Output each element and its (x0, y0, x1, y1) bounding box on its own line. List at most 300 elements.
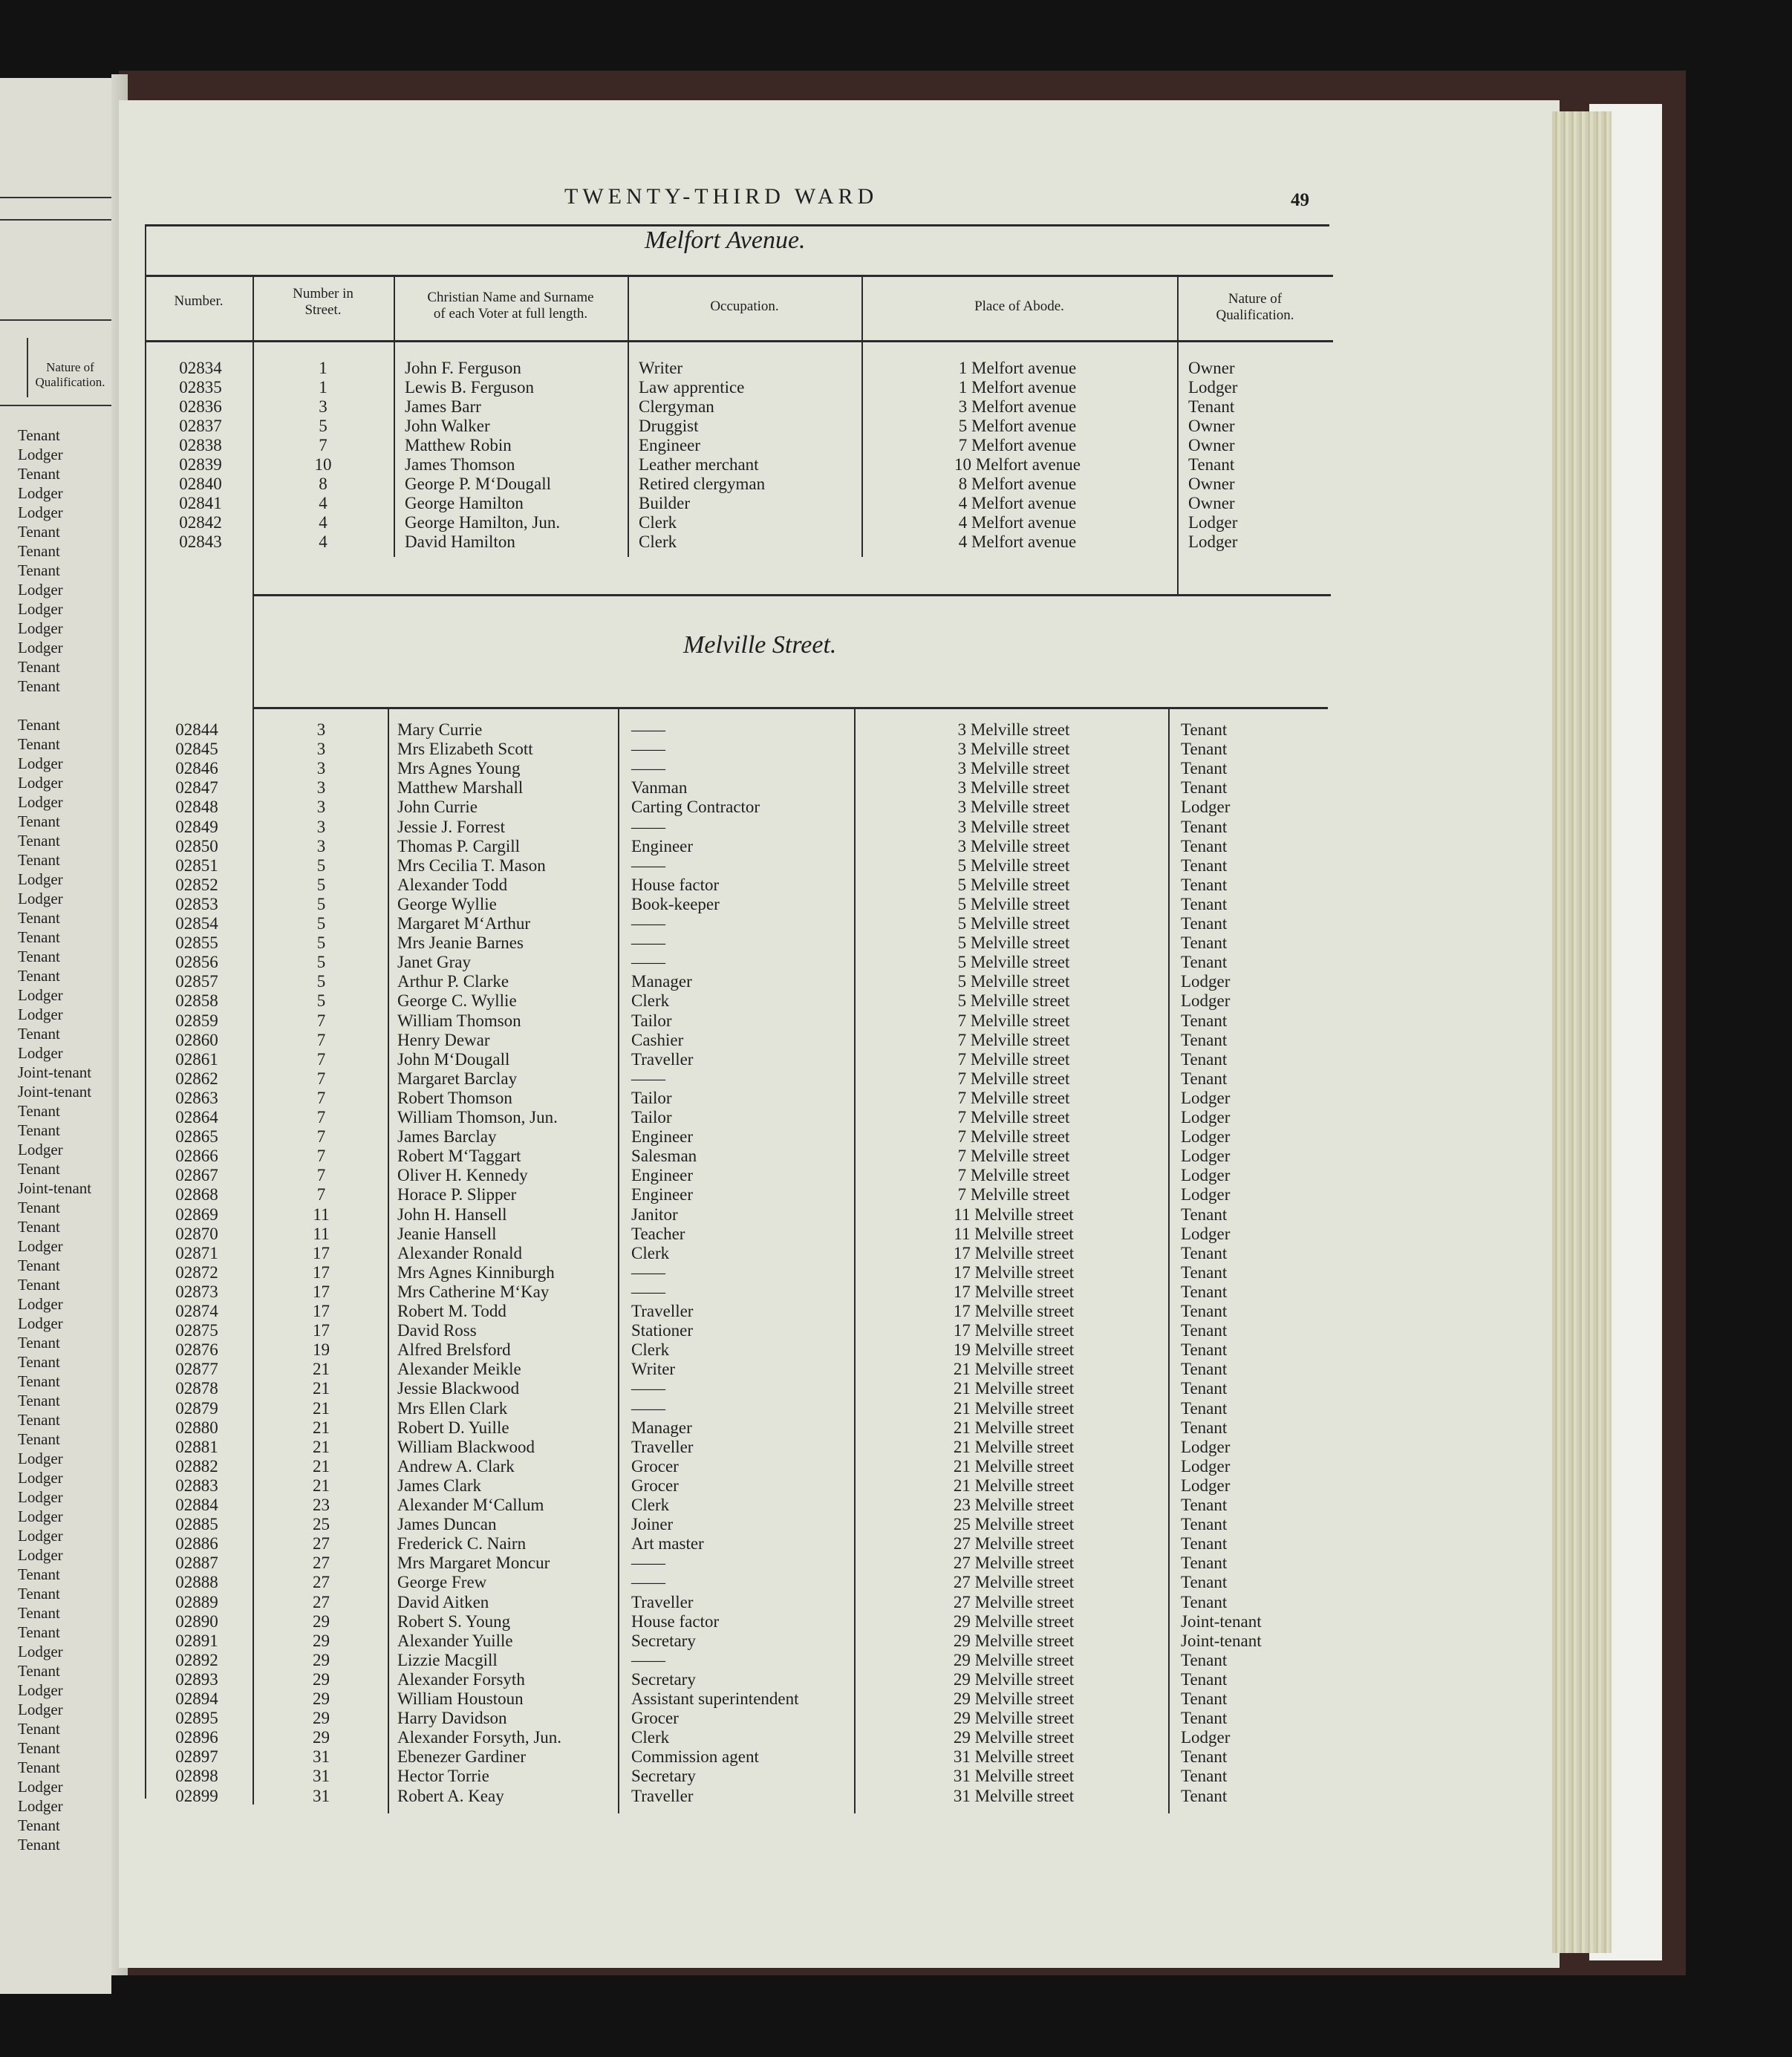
qualification: Tenant (1181, 1709, 1228, 1728)
left-page-entry: Lodger (18, 1527, 63, 1545)
qualification: Tenant (1181, 1243, 1228, 1262)
left-page-entry: Tenant (18, 1739, 60, 1757)
voter-name: John F. Ferguson (405, 359, 521, 377)
occupation: Clerk (631, 1496, 670, 1514)
left-page-entry: Lodger (18, 774, 63, 792)
voter-number: 02867 (175, 1166, 218, 1185)
qualification: Lodger (1181, 798, 1231, 817)
street-number: 21 (313, 1360, 330, 1379)
qualification: Lodger (1181, 1108, 1231, 1127)
occupation: Vanman (631, 778, 688, 798)
voter-name: Jessie Blackwood (397, 1379, 520, 1398)
qualification: Tenant (1181, 1515, 1228, 1534)
place-of-abode: 7 Melville street (957, 1049, 1070, 1069)
voter-number: 02884 (175, 1496, 218, 1514)
occupation: Salesman (631, 1147, 697, 1166)
voter-number: 02878 (175, 1379, 218, 1398)
left-page-entry: Lodger (18, 600, 63, 618)
street-number: 21 (313, 1476, 330, 1495)
left-page-entry: Tenant (18, 1102, 60, 1120)
voter-number: 02840 (179, 475, 222, 493)
qualification: Tenant (1181, 1747, 1228, 1767)
qualification: Tenant (1181, 1282, 1228, 1301)
voter-number: 02868 (175, 1185, 218, 1204)
left-page-entry: Tenant (18, 1334, 60, 1352)
street-number: 3 (316, 817, 326, 836)
place-of-abode: 27 Melville street (953, 1592, 1075, 1611)
voter-number: 02877 (175, 1360, 218, 1379)
left-page-entry: Tenant (18, 1372, 60, 1390)
occupation: Tailor (631, 1108, 672, 1127)
voter-name: David Ross (397, 1321, 477, 1340)
qualification: Lodger (1181, 1127, 1231, 1147)
street-number: 7 (319, 436, 328, 454)
left-page-entry: Tenant (18, 735, 60, 753)
street-number: 21 (313, 1398, 330, 1418)
place-of-abode: 3 Melville street (957, 836, 1070, 855)
qualification: Tenant (1181, 1496, 1228, 1514)
voter-name: Lizzie Macgill (397, 1650, 498, 1669)
left-page-entry: Lodger (18, 1469, 63, 1487)
section-title-melfort: Melfort Avenue. (645, 226, 806, 254)
occupation: Clerk (639, 513, 677, 532)
place-of-abode: 31 Melville street (953, 1767, 1075, 1786)
occupation: Traveller (631, 1437, 694, 1456)
place-of-abode: 11 Melville street (954, 1224, 1074, 1243)
place-of-abode: 29 Melville street (953, 1631, 1075, 1650)
street-number: 21 (313, 1437, 330, 1456)
place-of-abode: 23 Melville street (953, 1496, 1075, 1514)
voter-name: James Thomson (405, 455, 515, 474)
place-of-abode: 29 Melville street (953, 1728, 1075, 1747)
occupation: Traveller (631, 1302, 694, 1320)
voter-number: 02890 (175, 1611, 218, 1631)
place-of-abode: 3 Melfort avenue (958, 397, 1077, 416)
street-number: 27 (313, 1554, 330, 1573)
place-of-abode: 31 Melville street (953, 1747, 1075, 1767)
left-page-edge (0, 78, 111, 1994)
qualification: Tenant (1181, 1767, 1228, 1786)
place-of-abode: 7 Melville street (957, 1127, 1070, 1147)
street-number: 29 (313, 1650, 330, 1669)
street-number: 3 (319, 397, 328, 416)
occupation: Janitor (631, 1204, 678, 1224)
place-of-abode: 8 Melfort avenue (958, 475, 1077, 493)
qualification: Tenant (1181, 759, 1228, 778)
voter-name: William Thomson (397, 1011, 521, 1030)
occupation: Book-keeper (631, 894, 720, 913)
occupation: House factor (631, 1611, 720, 1631)
occupation: Stationer (631, 1321, 694, 1340)
left-page-entry: Joint-tenant (18, 1179, 92, 1197)
occupation: Secretary (631, 1631, 696, 1650)
street-number: 3 (316, 740, 326, 759)
occupation: Writer (631, 1360, 676, 1379)
occupation: Manager (631, 1418, 692, 1437)
section-title-melville: Melville Street. (683, 631, 837, 659)
voter-name: William Blackwood (397, 1437, 535, 1456)
place-of-abode: 3 Melville street (957, 817, 1070, 836)
voter-name: Mrs Catherine M‘Kay (397, 1282, 550, 1301)
left-page-entry: Tenant (18, 1411, 60, 1429)
voter-name: Alexander Meikle (397, 1360, 521, 1379)
street-number: 7 (316, 1185, 326, 1204)
place-of-abode: 5 Melville street (957, 894, 1070, 913)
street-number: 7 (316, 1108, 326, 1127)
place-of-abode: 7 Melville street (957, 1166, 1070, 1185)
voter-number: 02849 (175, 817, 218, 836)
voter-name: Robert Thomson (397, 1088, 512, 1107)
place-of-abode: 19 Melville street (953, 1340, 1075, 1360)
voter-name: Alexander Forsyth (397, 1669, 525, 1689)
voter-name: Alexander M‘Callum (397, 1496, 544, 1514)
qualification: Lodger (1188, 378, 1238, 397)
street-number: 17 (313, 1282, 330, 1301)
place-of-abode: 5 Melville street (957, 991, 1070, 1011)
voter-number: 02852 (175, 875, 218, 894)
left-page-entry: Lodger (18, 1797, 63, 1815)
place-of-abode: 1 Melfort avenue (958, 359, 1077, 377)
qualification: Lodger (1188, 513, 1238, 532)
street-number: 31 (313, 1786, 330, 1805)
place-of-abode: 1 Melfort avenue (958, 378, 1077, 397)
place-of-abode: 3 Melville street (957, 778, 1070, 798)
qualification: Lodger (1181, 1476, 1231, 1495)
voter-name: Henry Dewar (397, 1030, 490, 1049)
left-page-entry: Lodger (18, 1314, 63, 1332)
qualification: Tenant (1181, 1340, 1228, 1360)
voter-number: 02862 (175, 1069, 218, 1088)
occupation: Engineer (631, 1166, 694, 1185)
occupation: Druggist (639, 417, 699, 435)
left-page-entry: Lodger (18, 1237, 63, 1255)
voter-name: Jessie J. Forrest (397, 817, 506, 836)
place-of-abode: 27 Melville street (953, 1534, 1075, 1554)
left-page-entry: Tenant (18, 1604, 60, 1622)
voter-number: 02870 (175, 1224, 218, 1243)
voter-name: Mrs Jeanie Barnes (397, 933, 524, 953)
voter-name: Mrs Agnes Kinniburgh (397, 1262, 555, 1282)
left-page-entry: Tenant (18, 1720, 60, 1738)
voter-number: 02894 (175, 1689, 218, 1708)
left-page-entry: Tenant (18, 716, 60, 734)
voter-name: Margaret Barclay (397, 1069, 518, 1088)
occupation: Engineer (631, 1185, 694, 1204)
left-page-entry: Tenant (18, 1430, 60, 1448)
voter-name: George C. Wyllie (397, 991, 517, 1011)
voter-name: John M‘Dougall (397, 1049, 510, 1069)
voter-name: Mrs Agnes Young (397, 759, 521, 778)
place-of-abode: 3 Melville street (957, 720, 1070, 739)
left-page-entry: Tenant (18, 1623, 60, 1641)
voter-number: 02887 (175, 1554, 218, 1573)
left-page-entry: Tenant (18, 1160, 60, 1178)
page-number: 49 (1291, 190, 1309, 210)
occupation: Clerk (631, 1243, 670, 1262)
left-page-entry: Lodger (18, 1681, 63, 1699)
voter-number: 02866 (175, 1147, 218, 1166)
header-name: Christian Name and Surname of each Voter at full length. (427, 290, 594, 322)
left-page-entry: Tenant (18, 1662, 60, 1680)
voter-number: 02871 (175, 1243, 218, 1262)
qualification: Tenant (1188, 455, 1235, 474)
left-page-entry: Lodger (18, 1546, 63, 1564)
voter-number: 02847 (175, 778, 218, 798)
occupation: Carting Contractor (631, 798, 760, 817)
qualification: Tenant (1181, 1360, 1228, 1379)
place-of-abode: 7 Melville street (957, 1108, 1070, 1127)
qualification: Lodger (1181, 1224, 1231, 1243)
qualification: Tenant (1181, 1049, 1228, 1069)
voter-name: David Aitken (397, 1592, 489, 1611)
voter-number: 02889 (175, 1592, 218, 1611)
left-page-entry: Tenant (18, 542, 60, 560)
voter-name: George Hamilton (405, 494, 524, 512)
qualification: Tenant (1181, 933, 1228, 953)
left-page-entry: Tenant (18, 967, 60, 985)
voter-number: 02896 (175, 1728, 218, 1747)
voter-number: 02888 (175, 1573, 218, 1592)
header-qualification: Nature of Qualification. (1216, 291, 1294, 323)
qualification: Tenant (1181, 720, 1228, 739)
col-divider-1 (252, 275, 254, 1805)
voter-name: George Frew (397, 1573, 487, 1592)
left-page-entry: Tenant (18, 948, 60, 965)
voter-number: 02834 (179, 359, 222, 377)
voter-name: Hector Torrie (397, 1767, 489, 1786)
qualification: Tenant (1181, 1573, 1228, 1592)
occupation: —— (631, 1379, 665, 1398)
header-top-rule (145, 275, 1333, 277)
voter-name: Robert S. Young (397, 1611, 511, 1631)
left-page-entry: Lodger (18, 484, 63, 502)
voter-name: Alexander Forsyth, Jun. (397, 1728, 562, 1747)
qualification: Tenant (1188, 397, 1235, 416)
street-number: 29 (313, 1689, 330, 1708)
voter-number: 02891 (175, 1631, 218, 1650)
street-number: 5 (316, 953, 326, 972)
street-number: 5 (316, 875, 326, 894)
voter-name: Mrs Margaret Moncur (397, 1554, 550, 1573)
voter-number: 02898 (175, 1767, 218, 1786)
occupation: —— (631, 1282, 665, 1301)
occupation: Tailor (631, 1088, 672, 1107)
qualification: Tenant (1181, 1592, 1228, 1611)
street-number: 17 (313, 1262, 330, 1282)
occupation: Joiner (631, 1515, 674, 1534)
street-number: 11 (313, 1224, 330, 1243)
street-number: 7 (316, 1030, 326, 1049)
place-of-abode: 27 Melville street (953, 1554, 1075, 1573)
voter-number: 02872 (175, 1262, 218, 1282)
place-of-abode: 17 Melville street (953, 1321, 1075, 1340)
street-number: 3 (316, 759, 326, 778)
place-of-abode: 3 Melville street (957, 798, 1070, 817)
occupation: —— (631, 740, 665, 759)
voter-name: James Clark (397, 1476, 482, 1495)
left-page-entry: Tenant (18, 812, 60, 830)
occupation: —— (631, 817, 665, 836)
street-number: 3 (316, 720, 326, 739)
voter-number: 02836 (179, 397, 222, 416)
qualification: Joint-tenant (1181, 1611, 1262, 1631)
qualification: Tenant (1181, 1321, 1228, 1340)
left-page-entry: Lodger (18, 1488, 63, 1506)
voter-name: Janet Gray (397, 953, 471, 972)
header-street-number: Number in Street. (293, 286, 353, 318)
voter-name: Harry Davidson (397, 1709, 507, 1728)
occupation: —— (631, 1554, 665, 1573)
qualification: Lodger (1188, 532, 1238, 551)
occupation: —— (631, 759, 665, 778)
voter-number: 02846 (175, 759, 218, 778)
qualification: Lodger (1181, 1728, 1231, 1747)
occupation: —— (631, 933, 665, 953)
header-bottom-rule (145, 340, 1333, 342)
voter-name: John H. Hansell (397, 1204, 507, 1224)
voter-name: Alexander Todd (397, 875, 508, 894)
left-page-entry: Tenant (18, 909, 60, 927)
place-of-abode: 3 Melville street (957, 759, 1070, 778)
header-abode: Place of Abode. (974, 299, 1064, 314)
left-page-entry: Tenant (18, 561, 60, 579)
street-number: 3 (316, 836, 326, 855)
qualification: Lodger (1181, 1166, 1231, 1185)
qualification: Tenant (1181, 1669, 1228, 1689)
place-of-abode: 11 Melville street (954, 1204, 1074, 1224)
voter-name: Matthew Marshall (397, 778, 524, 798)
street-number: 29 (313, 1669, 330, 1689)
street-number: 3 (316, 778, 326, 798)
street-number: 29 (313, 1709, 330, 1728)
voter-number: 02844 (175, 720, 218, 739)
left-page-entry: Lodger (18, 619, 63, 637)
left-page-entry: Lodger (18, 1507, 63, 1525)
occupation: Engineer (631, 836, 694, 855)
left-page-entry: Tenant (18, 1816, 60, 1834)
street-number: 7 (316, 1166, 326, 1185)
occupation: Engineer (631, 1127, 694, 1147)
voter-name: Robert D. Yuille (397, 1418, 509, 1437)
qualification: Tenant (1181, 1534, 1228, 1554)
page-edges (1552, 111, 1612, 1953)
place-of-abode: 5 Melville street (957, 914, 1070, 933)
place-of-abode: 17 Melville street (953, 1282, 1075, 1301)
place-of-abode: 4 Melfort avenue (958, 532, 1077, 551)
place-of-abode: 21 Melville street (953, 1437, 1075, 1456)
place-of-abode: 5 Melfort avenue (958, 417, 1077, 435)
left-page-entry: Lodger (18, 1005, 63, 1023)
left-page-entry: Tenant (18, 1199, 60, 1216)
left-page-entry: Lodger (18, 1044, 63, 1062)
voter-number: 02851 (175, 855, 218, 875)
voter-number: 02895 (175, 1709, 218, 1728)
street-number: 10 (314, 455, 332, 474)
street-number: 4 (319, 532, 328, 551)
voter-name: George Hamilton, Jun. (405, 513, 561, 532)
left-page-entry: Tenant (18, 1218, 60, 1236)
occupation: Cashier (631, 1030, 684, 1049)
street-number: 23 (313, 1496, 330, 1514)
left-page-entry: Tenant (18, 658, 60, 676)
qualification: Tenant (1181, 1262, 1228, 1282)
voter-number: 02853 (175, 894, 218, 913)
place-of-abode: 5 Melville street (957, 953, 1070, 972)
occupation: Tailor (631, 1011, 672, 1030)
qualification: Owner (1188, 475, 1235, 493)
place-of-abode: 7 Melville street (957, 1147, 1070, 1166)
voter-number: 02842 (179, 513, 222, 532)
voter-name: John Currie (397, 798, 478, 817)
occupation: Clerk (631, 1340, 670, 1360)
qualification: Owner (1188, 494, 1235, 512)
place-of-abode: 10 Melfort avenue (954, 455, 1081, 474)
voter-name: Robert M‘Taggart (397, 1147, 521, 1166)
voter-number: 02856 (175, 953, 218, 972)
col-divider-4b (854, 707, 856, 1813)
left-page-entry: Tenant (18, 1585, 60, 1603)
qualification: Tenant (1181, 914, 1228, 933)
voter-name: William Houstoun (397, 1689, 524, 1708)
voter-number: 02855 (175, 933, 218, 953)
col-divider-3b (618, 707, 619, 1813)
voter-number: 02863 (175, 1088, 218, 1107)
place-of-abode: 7 Melville street (957, 1185, 1070, 1204)
voter-name: Andrew A. Clark (397, 1456, 515, 1476)
voter-number: 02882 (175, 1456, 218, 1476)
left-page-entry: Tenant (18, 523, 60, 541)
occupation: Traveller (631, 1786, 694, 1805)
place-of-abode: 5 Melville street (957, 875, 1070, 894)
qualification: Tenant (1181, 894, 1228, 913)
occupation: —— (631, 720, 665, 739)
voter-name: Arthur P. Clarke (397, 972, 509, 991)
col-divider-2b (388, 707, 389, 1813)
voter-number: 02850 (175, 836, 218, 855)
street-number: 7 (316, 1088, 326, 1107)
left-page-entry: Lodger (18, 1643, 63, 1660)
occupation: Clerk (631, 991, 670, 1011)
voter-name: George Wyllie (397, 894, 497, 913)
occupation: Art master (631, 1534, 704, 1554)
occupation: Traveller (631, 1592, 694, 1611)
left-page-entry: Tenant (18, 851, 60, 869)
left-page-entry: Tenant (18, 465, 60, 483)
place-of-abode: 21 Melville street (953, 1418, 1075, 1437)
street-number: 29 (313, 1631, 330, 1650)
qualification: Tenant (1181, 953, 1228, 972)
qualification: Tenant (1181, 1650, 1228, 1669)
occupation: Secretary (631, 1669, 696, 1689)
occupation: Assistant superintendent (631, 1689, 799, 1708)
voter-number: 02876 (175, 1340, 218, 1360)
voter-number: 02845 (175, 740, 218, 759)
street-number: 27 (313, 1534, 330, 1554)
voter-name: Oliver H. Kennedy (397, 1166, 528, 1185)
melfort-end-rule (252, 594, 1331, 596)
voter-number: 02835 (179, 378, 222, 397)
qualification: Tenant (1181, 1398, 1228, 1418)
left-page-entry: Lodger (18, 890, 63, 907)
street-number: 1 (319, 359, 328, 377)
voter-number: 02843 (179, 532, 222, 551)
qualification: Tenant (1181, 1379, 1228, 1398)
voter-number: 02875 (175, 1321, 218, 1340)
place-of-abode: 4 Melfort avenue (958, 513, 1077, 532)
left-page-entry: Joint-tenant (18, 1063, 92, 1081)
street-number: 4 (319, 494, 328, 512)
qualification: Tenant (1181, 1689, 1228, 1708)
